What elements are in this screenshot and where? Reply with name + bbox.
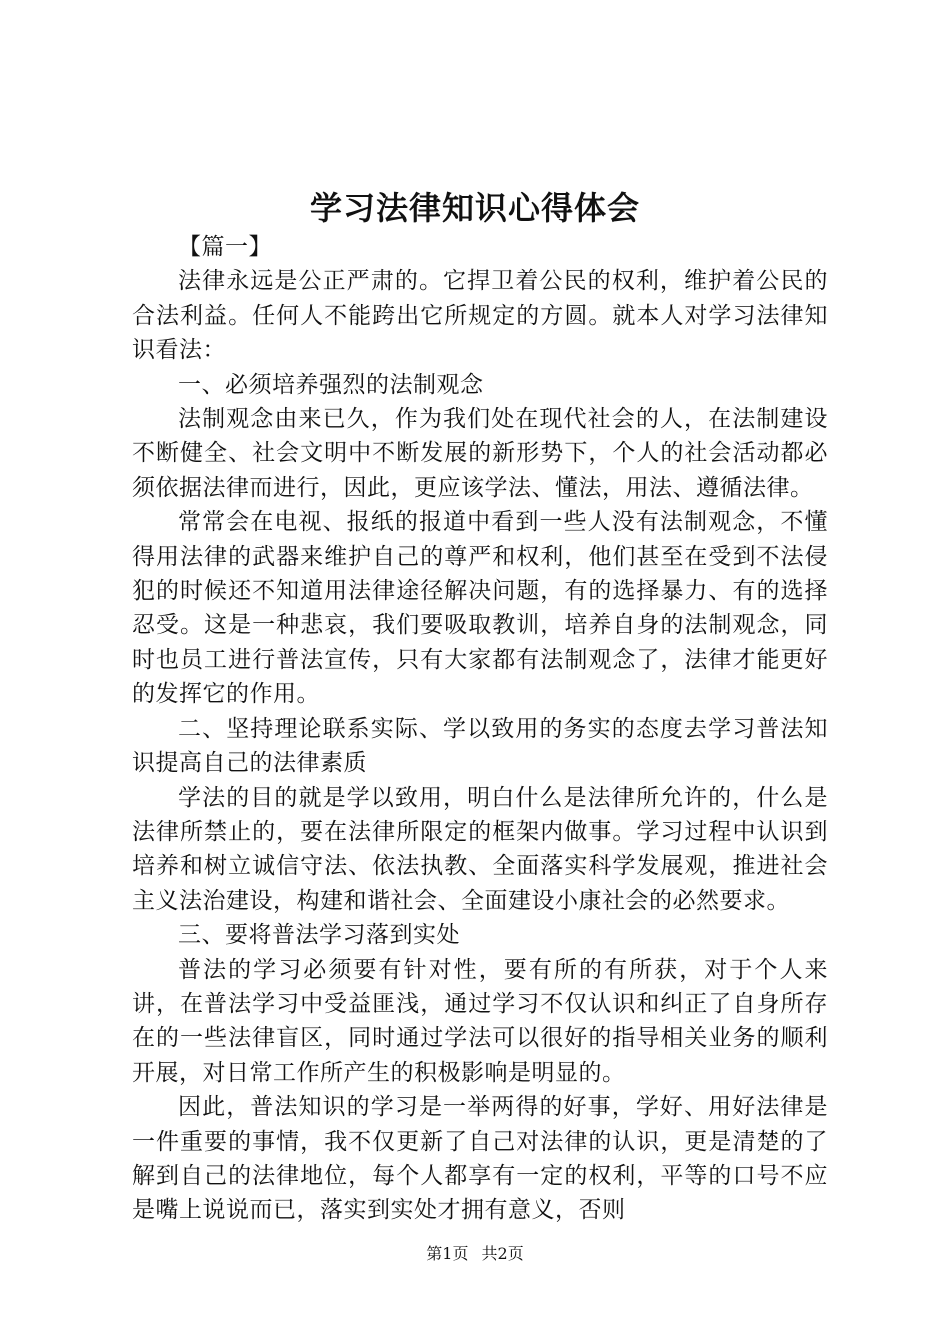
paragraph: 法制观念由来已久，作为我们处在现代社会的人，在法制建设不断健全、社会文明中不断发展的新形势下，个人的社会活动都必须依据法律而进行，因此，更应该学法、懂法，用法、遵循法律。	[132, 406, 828, 501]
section-heading: 一、必须培养强烈的法制观念	[178, 371, 484, 398]
section-heading: 二、坚持理论联系实际、学以致用的务实的态度去学习普法知识提高自己的法律素质	[132, 715, 828, 777]
paragraph: 学法的目的就是学以致用，明白什么是法律所允许的，什么是法律所禁止的，要在法律所限定的框架内做事。学习过程中认识到培养和树立诚信守法、依法执教、全面落实科学发展观，推进社会主义法治建设，构建和谐社会、全面建设小康社会的必然要求。	[132, 784, 828, 914]
paragraph: 法律永远是公正严肃的。它捍卫着公民的权利，维护着公民的合法利益。任何人不能跨出它所规定的方圆。就本人对学习法律知识看法：	[132, 268, 828, 364]
page-footer	[0, 1242, 950, 1266]
page-number-total: 共2页	[481, 1244, 524, 1263]
page-number-current: 第1页	[426, 1244, 469, 1263]
paragraph-label: 【篇一】	[178, 234, 272, 260]
paragraph: 常常会在电视、报纸的报道中看到一些人没有法制观念，不懂得用法律的武器来维护自己的尊严和权利，他们甚至在受到不法侵犯的时候还不知道用法律途径解决问题，有的选择暴力、有的选择忍受。这是一种悲哀，我们要吸取教训，培养自身的法制观念，同时也员工进行普法宣传，只有大家都有法制观念了，法律才能更好的发挥它的作用。	[132, 509, 828, 708]
document-body	[132, 230, 828, 1228]
paragraph: 因此，普法知识的学习是一举两得的好事，学好、用好法律是一件重要的事情，我不仅更新了自己对法律的认识，更是清楚的了解到自己的法律地位，每个人都享有一定的权利，平等的口号不应是嘴上说说而已，落实到实处才拥有意义，否则	[132, 1094, 828, 1224]
section-heading: 三、要将普法学习落到实处	[178, 922, 460, 949]
document-title: 学习法律知识心得体会	[309, 189, 640, 227]
paragraph: 普法的学习必须要有针对性，要有所的有所获，对于个人来讲，在普法学习中受益匪浅，通过学习不仅认识和纠正了自身所存在的一些法律盲区，同时通过学法可以很好的指导相关业务的顺利开展，对日常工作所产生的积极影响是明显的。	[132, 956, 828, 1086]
